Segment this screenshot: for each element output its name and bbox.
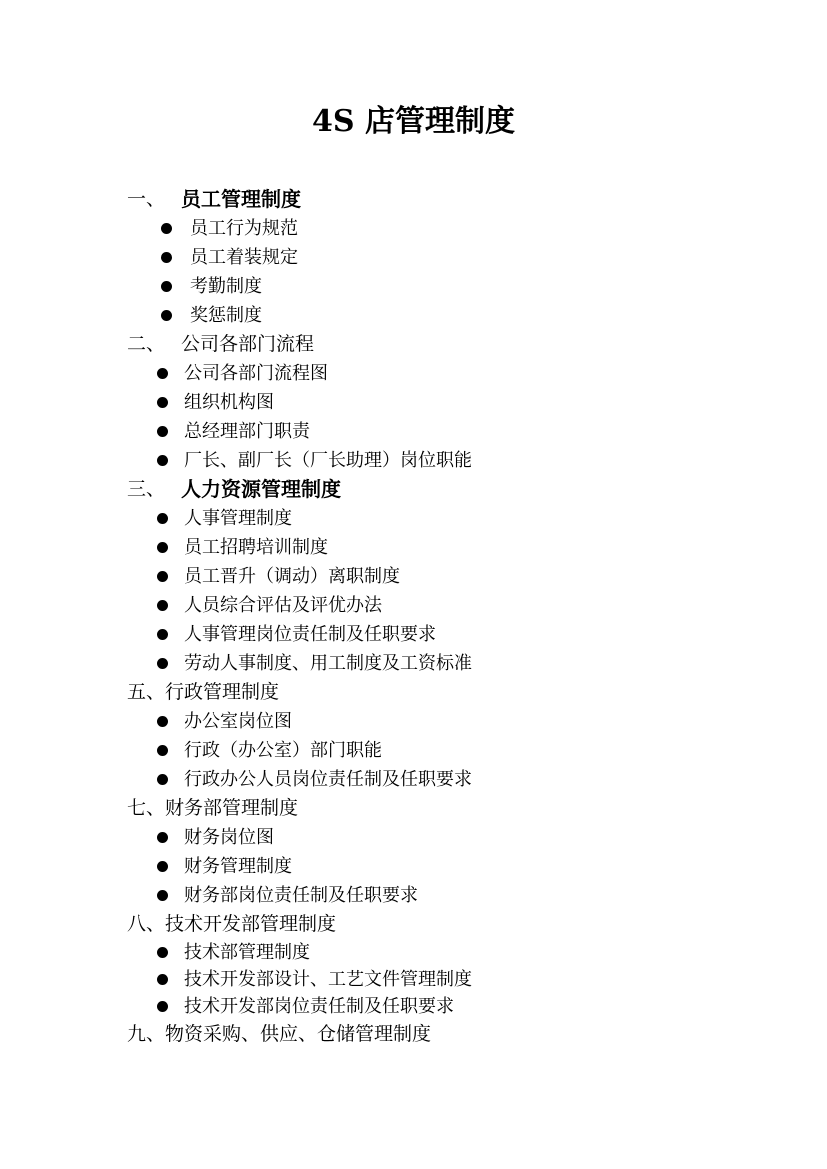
list-item-text: 员工着装规定 <box>190 247 298 268</box>
bullet-icon <box>157 455 168 466</box>
bullet-icon <box>157 745 168 756</box>
list-item-text: 考勤制度 <box>190 276 262 297</box>
list-item <box>127 707 727 736</box>
list-item <box>127 765 727 794</box>
list-item-text: 财务岗位图 <box>184 827 274 848</box>
list-item-text: 员工招聘培训制度 <box>184 537 328 558</box>
bullet-icon <box>157 890 168 901</box>
list-item <box>127 620 727 649</box>
list-item-text: 奖惩制度 <box>190 305 262 326</box>
table-of-contents <box>127 185 727 1049</box>
section-title: 技术开发部管理制度 <box>165 913 337 935</box>
section-items <box>127 939 727 1020</box>
section-title: 物资采购、供应、仓储管理制度 <box>165 1023 432 1045</box>
list-item-text: 人事管理制度 <box>184 508 292 529</box>
section-items <box>127 359 727 475</box>
section-heading <box>127 794 727 823</box>
list-item <box>127 966 727 993</box>
list-item <box>127 301 727 330</box>
list-item <box>127 939 727 966</box>
bullet-icon <box>157 861 168 872</box>
list-item <box>127 881 727 910</box>
list-item-text: 人员综合评估及评优办法 <box>184 595 382 616</box>
bullet-icon <box>157 716 168 727</box>
bullet-icon <box>157 397 168 408</box>
bullet-icon <box>157 571 168 582</box>
list-item <box>127 272 727 301</box>
section-items <box>127 504 727 678</box>
bullet-icon <box>157 368 168 379</box>
list-item-text: 技术开发部设计、工艺文件管理制度 <box>184 969 472 990</box>
section-number: 三、 <box>127 478 166 500</box>
list-item <box>127 533 727 562</box>
section-heading <box>127 678 727 707</box>
section-heading <box>127 330 727 359</box>
list-item-text: 技术部管理制度 <box>184 942 310 963</box>
list-item-text: 财务管理制度 <box>184 856 292 877</box>
list-item <box>127 388 727 417</box>
section-number: 九、 <box>127 1023 166 1045</box>
list-item <box>127 736 727 765</box>
section-number: 五、 <box>127 681 166 703</box>
bullet-icon <box>161 310 172 321</box>
section-title: 公司各部门流程 <box>181 333 315 355</box>
section-items <box>127 707 727 794</box>
section-number: 八、 <box>127 913 166 935</box>
list-item <box>127 562 727 591</box>
list-item <box>127 852 727 881</box>
bullet-icon <box>157 629 168 640</box>
section-title: 财务部管理制度 <box>165 797 299 819</box>
list-item <box>127 649 727 678</box>
list-item-text: 公司各部门流程图 <box>184 363 328 384</box>
section-number: 二、 <box>127 333 166 355</box>
bullet-icon <box>161 223 172 234</box>
bullet-icon <box>157 513 168 524</box>
page-title: 4S 店管理制度 <box>312 104 515 139</box>
list-item-text: 人事管理岗位责任制及任职要求 <box>184 624 436 645</box>
list-item <box>127 417 727 446</box>
list-item-text: 厂长、副厂长（厂长助理）岗位职能 <box>184 450 472 471</box>
section-heading <box>127 910 727 939</box>
list-item-text: 组织机构图 <box>184 392 274 413</box>
list-item-text: 技术开发部岗位责任制及任职要求 <box>184 996 454 1017</box>
list-item <box>127 504 727 533</box>
section-number: 一、 <box>127 188 166 210</box>
section-items <box>127 823 727 910</box>
bullet-icon <box>157 947 168 958</box>
bullet-icon <box>157 832 168 843</box>
list-item-text: 总经理部门职责 <box>184 421 310 442</box>
section-number: 七、 <box>127 797 166 819</box>
list-item-text: 劳动人事制度、用工制度及工资标准 <box>184 653 472 674</box>
bullet-icon <box>157 542 168 553</box>
section-heading <box>127 1020 727 1049</box>
list-item <box>127 993 727 1020</box>
list-item <box>127 359 727 388</box>
section-items <box>127 214 727 330</box>
section-title: 员工管理制度 <box>181 187 302 211</box>
list-item-text: 行政办公人员岗位责任制及任职要求 <box>184 769 472 790</box>
list-item-text: 员工晋升（调动）离职制度 <box>184 566 400 587</box>
bullet-icon <box>161 281 172 292</box>
bullet-icon <box>157 974 168 985</box>
section-title: 行政管理制度 <box>165 681 280 703</box>
list-item-text: 员工行为规范 <box>190 218 298 239</box>
bullet-icon <box>157 426 168 437</box>
bullet-icon <box>157 658 168 669</box>
bullet-icon <box>157 600 168 611</box>
bullet-icon <box>157 774 168 785</box>
section-heading <box>127 185 727 214</box>
list-item <box>127 243 727 272</box>
list-item <box>127 823 727 852</box>
list-item-text: 行政（办公室）部门职能 <box>184 740 382 761</box>
list-item <box>127 214 727 243</box>
list-item-text: 办公室岗位图 <box>184 711 292 732</box>
list-item <box>127 591 727 620</box>
list-item-text: 财务部岗位责任制及任职要求 <box>184 885 418 906</box>
section-title: 人力资源管理制度 <box>181 477 342 501</box>
list-item <box>127 446 727 475</box>
bullet-icon <box>157 1001 168 1012</box>
section-heading <box>127 475 727 504</box>
bullet-icon <box>161 252 172 263</box>
